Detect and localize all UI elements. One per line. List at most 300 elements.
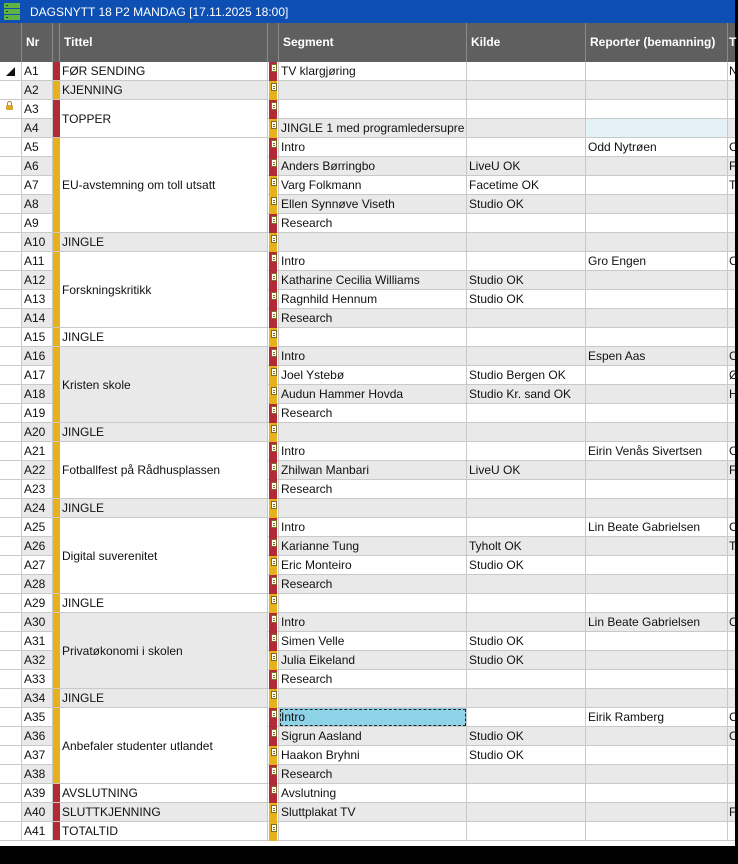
- column-header-title[interactable]: Tittel: [60, 23, 268, 62]
- row-indicator[interactable]: [0, 480, 22, 499]
- row-number[interactable]: A17: [22, 366, 53, 385]
- segment-status-marker[interactable]: [268, 176, 279, 195]
- row-indicator[interactable]: [0, 689, 22, 708]
- segment-cell[interactable]: Haakon Bryhni: [279, 746, 467, 765]
- extra-cell[interactable]: [728, 119, 735, 138]
- reporter-cell[interactable]: Eirin Venås Sivertsen: [586, 442, 728, 461]
- segment-cell[interactable]: Varg Folkmann: [279, 176, 467, 195]
- row-number[interactable]: A30: [22, 613, 53, 632]
- row-indicator[interactable]: [0, 309, 22, 328]
- segment-cell[interactable]: Research: [279, 575, 467, 594]
- segment-status-marker[interactable]: [268, 138, 279, 157]
- extra-cell[interactable]: F: [728, 157, 735, 176]
- reporter-cell[interactable]: [586, 328, 728, 347]
- source-cell[interactable]: [467, 765, 586, 784]
- reporter-cell[interactable]: [586, 119, 728, 138]
- source-cell[interactable]: [467, 100, 586, 119]
- row-indicator[interactable]: [0, 81, 22, 100]
- extra-cell[interactable]: N: [728, 62, 735, 81]
- source-cell[interactable]: [467, 404, 586, 423]
- row-indicator[interactable]: [0, 575, 22, 594]
- extra-cell[interactable]: [728, 784, 735, 803]
- row-number[interactable]: A1: [22, 62, 53, 81]
- segment-status-marker[interactable]: [268, 765, 279, 784]
- segment-status-marker[interactable]: [268, 461, 279, 480]
- reporter-cell[interactable]: [586, 575, 728, 594]
- row-number[interactable]: A26: [22, 537, 53, 556]
- extra-cell[interactable]: [728, 309, 735, 328]
- source-cell[interactable]: [467, 442, 586, 461]
- row-number[interactable]: A14: [22, 309, 53, 328]
- row-indicator[interactable]: [0, 233, 22, 252]
- story-title[interactable]: FØR SENDING: [60, 62, 268, 81]
- reporter-cell[interactable]: [586, 727, 728, 746]
- segment-status-marker[interactable]: [268, 290, 279, 309]
- segment-cell[interactable]: Intro: [279, 252, 467, 271]
- story-title[interactable]: JINGLE: [60, 689, 268, 708]
- source-cell[interactable]: Studio OK: [467, 727, 586, 746]
- reporter-cell[interactable]: [586, 271, 728, 290]
- row-indicator[interactable]: [0, 347, 22, 366]
- reporter-cell[interactable]: [586, 176, 728, 195]
- segment-status-marker[interactable]: [268, 100, 279, 119]
- extra-cell[interactable]: [728, 81, 735, 100]
- source-cell[interactable]: Studio OK: [467, 651, 586, 670]
- row-indicator[interactable]: [0, 138, 22, 157]
- row-number[interactable]: A3: [22, 100, 53, 119]
- row-number[interactable]: A31: [22, 632, 53, 651]
- segment-status-marker[interactable]: [268, 233, 279, 252]
- source-cell[interactable]: [467, 119, 586, 138]
- source-cell[interactable]: [467, 233, 586, 252]
- source-cell[interactable]: [467, 784, 586, 803]
- rundown-grid[interactable]: [0, 23, 738, 846]
- extra-cell[interactable]: H: [728, 385, 735, 404]
- reporter-cell[interactable]: [586, 689, 728, 708]
- source-cell[interactable]: Facetime OK: [467, 176, 586, 195]
- row-number[interactable]: A12: [22, 271, 53, 290]
- row-number[interactable]: A8: [22, 195, 53, 214]
- row-indicator[interactable]: [0, 594, 22, 613]
- reporter-cell[interactable]: [586, 290, 728, 309]
- row-indicator[interactable]: [0, 518, 22, 537]
- row-indicator[interactable]: [0, 632, 22, 651]
- row-indicator[interactable]: [0, 461, 22, 480]
- row-indicator[interactable]: [0, 670, 22, 689]
- reporter-cell[interactable]: [586, 81, 728, 100]
- segment-cell[interactable]: [279, 423, 467, 442]
- segment-status-marker[interactable]: [268, 366, 279, 385]
- source-cell[interactable]: [467, 252, 586, 271]
- segment-status-marker[interactable]: [268, 651, 279, 670]
- row-indicator[interactable]: [0, 556, 22, 575]
- row-number[interactable]: A16: [22, 347, 53, 366]
- extra-cell[interactable]: [728, 100, 735, 119]
- reporter-cell[interactable]: [586, 309, 728, 328]
- row-number[interactable]: A23: [22, 480, 53, 499]
- source-cell[interactable]: [467, 670, 586, 689]
- row-number[interactable]: A15: [22, 328, 53, 347]
- segment-status-marker[interactable]: [268, 708, 279, 727]
- reporter-cell[interactable]: [586, 195, 728, 214]
- extra-cell[interactable]: [728, 271, 735, 290]
- segment-cell[interactable]: Anders Børringbo: [279, 157, 467, 176]
- row-number[interactable]: A40: [22, 803, 53, 822]
- row-number[interactable]: A7: [22, 176, 53, 195]
- extra-cell[interactable]: [728, 822, 735, 841]
- extra-cell[interactable]: F: [728, 803, 735, 822]
- segment-status-marker[interactable]: [268, 423, 279, 442]
- row-number[interactable]: A18: [22, 385, 53, 404]
- segment-status-marker[interactable]: [268, 214, 279, 233]
- source-cell[interactable]: [467, 480, 586, 499]
- segment-cell[interactable]: Intro: [279, 518, 467, 537]
- row-indicator[interactable]: [0, 328, 22, 347]
- source-cell[interactable]: Studio OK: [467, 632, 586, 651]
- segment-status-marker[interactable]: [268, 271, 279, 290]
- source-cell[interactable]: [467, 81, 586, 100]
- story-title[interactable]: TOPPER: [60, 100, 268, 138]
- segment-cell[interactable]: Ragnhild Hennum: [279, 290, 467, 309]
- row-indicator[interactable]: [0, 727, 22, 746]
- segment-cell[interactable]: Ellen Synnøve Viseth: [279, 195, 467, 214]
- row-number[interactable]: A22: [22, 461, 53, 480]
- reporter-cell[interactable]: Espen Aas: [586, 347, 728, 366]
- segment-status-marker[interactable]: [268, 328, 279, 347]
- reporter-cell[interactable]: [586, 233, 728, 252]
- extra-cell[interactable]: [728, 651, 735, 670]
- segment-status-marker[interactable]: [268, 746, 279, 765]
- source-cell[interactable]: [467, 594, 586, 613]
- segment-status-marker[interactable]: [268, 157, 279, 176]
- extra-cell[interactable]: C: [728, 252, 735, 271]
- extra-cell[interactable]: C: [728, 708, 735, 727]
- segment-status-marker[interactable]: [268, 195, 279, 214]
- reporter-cell[interactable]: [586, 803, 728, 822]
- reporter-cell[interactable]: [586, 423, 728, 442]
- segment-cell[interactable]: Research: [279, 480, 467, 499]
- segment-cell[interactable]: Sluttplakat TV: [279, 803, 467, 822]
- segment-cell[interactable]: Research: [279, 765, 467, 784]
- extra-cell[interactable]: T: [728, 176, 735, 195]
- reporter-cell[interactable]: [586, 214, 728, 233]
- extra-cell[interactable]: [728, 233, 735, 252]
- extra-cell[interactable]: [728, 765, 735, 784]
- segment-status-marker[interactable]: [268, 632, 279, 651]
- row-number[interactable]: A10: [22, 233, 53, 252]
- column-header-reporter[interactable]: Reporter (bemanning): [586, 23, 728, 62]
- extra-cell[interactable]: [728, 214, 735, 233]
- story-title[interactable]: Fotballfest på Rådhusplassen: [60, 442, 268, 499]
- extra-cell[interactable]: [728, 594, 735, 613]
- row-number[interactable]: A28: [22, 575, 53, 594]
- reporter-cell[interactable]: [586, 157, 728, 176]
- reporter-cell[interactable]: [586, 746, 728, 765]
- story-title[interactable]: Privatøkonomi i skolen: [60, 613, 268, 689]
- source-cell[interactable]: Studio Bergen OK: [467, 366, 586, 385]
- row-number[interactable]: A20: [22, 423, 53, 442]
- row-indicator[interactable]: [0, 366, 22, 385]
- extra-cell[interactable]: [728, 195, 735, 214]
- segment-cell[interactable]: Joel Ystebø: [279, 366, 467, 385]
- story-title[interactable]: Anbefaler studenter utlandet: [60, 708, 268, 784]
- segment-status-marker[interactable]: [268, 613, 279, 632]
- segment-status-marker[interactable]: [268, 594, 279, 613]
- segment-status-marker[interactable]: [268, 309, 279, 328]
- story-title[interactable]: Digital suverenitet: [60, 518, 268, 594]
- reporter-cell[interactable]: [586, 100, 728, 119]
- segment-cell[interactable]: JINGLE 1 med programledersupre: [279, 119, 467, 138]
- reporter-cell[interactable]: [586, 556, 728, 575]
- segment-cell[interactable]: Intro: [279, 442, 467, 461]
- reporter-cell[interactable]: [586, 651, 728, 670]
- row-number[interactable]: A25: [22, 518, 53, 537]
- source-cell[interactable]: LiveU OK: [467, 157, 586, 176]
- extra-cell[interactable]: [728, 404, 735, 423]
- segment-cell[interactable]: TV klargjøring: [279, 62, 467, 81]
- row-indicator[interactable]: [0, 100, 22, 119]
- segment-cell[interactable]: Intro: [279, 347, 467, 366]
- row-number[interactable]: A5: [22, 138, 53, 157]
- source-cell[interactable]: Studio OK: [467, 271, 586, 290]
- segment-status-marker[interactable]: [268, 518, 279, 537]
- row-number[interactable]: A38: [22, 765, 53, 784]
- source-cell[interactable]: [467, 499, 586, 518]
- row-indicator[interactable]: [0, 385, 22, 404]
- source-cell[interactable]: Tyholt OK: [467, 537, 586, 556]
- reporter-cell[interactable]: Odd Nytrøen: [586, 138, 728, 157]
- row-number[interactable]: A34: [22, 689, 53, 708]
- source-cell[interactable]: [467, 575, 586, 594]
- segment-status-marker[interactable]: [268, 575, 279, 594]
- row-number[interactable]: A33: [22, 670, 53, 689]
- segment-cell[interactable]: [279, 689, 467, 708]
- row-indicator[interactable]: [0, 537, 22, 556]
- extra-cell[interactable]: C: [728, 442, 735, 461]
- story-title[interactable]: JINGLE: [60, 423, 268, 442]
- row-indicator[interactable]: [0, 746, 22, 765]
- source-cell[interactable]: Studio OK: [467, 746, 586, 765]
- extra-cell[interactable]: Ø: [728, 366, 735, 385]
- segment-cell[interactable]: Research: [279, 309, 467, 328]
- reporter-cell[interactable]: [586, 499, 728, 518]
- row-number[interactable]: A6: [22, 157, 53, 176]
- segment-cell[interactable]: [279, 499, 467, 518]
- row-indicator[interactable]: [0, 499, 22, 518]
- segment-status-marker[interactable]: [268, 81, 279, 100]
- row-number[interactable]: A9: [22, 214, 53, 233]
- story-title[interactable]: Forskningskritikk: [60, 252, 268, 328]
- segment-status-marker[interactable]: [268, 347, 279, 366]
- segment-status-marker[interactable]: [268, 480, 279, 499]
- extra-cell[interactable]: [728, 556, 735, 575]
- reporter-cell[interactable]: [586, 480, 728, 499]
- row-indicator[interactable]: [0, 252, 22, 271]
- column-header-nr[interactable]: Nr: [22, 23, 53, 62]
- row-number[interactable]: A36: [22, 727, 53, 746]
- story-title[interactable]: JINGLE: [60, 499, 268, 518]
- story-title[interactable]: KJENNING: [60, 81, 268, 100]
- segment-cell[interactable]: [279, 822, 467, 841]
- segment-cell[interactable]: [279, 328, 467, 347]
- reporter-cell[interactable]: [586, 765, 728, 784]
- row-indicator[interactable]: [0, 651, 22, 670]
- source-cell[interactable]: LiveU OK: [467, 461, 586, 480]
- reporter-cell[interactable]: [586, 784, 728, 803]
- extra-cell[interactable]: [728, 670, 735, 689]
- row-number[interactable]: A39: [22, 784, 53, 803]
- extra-cell[interactable]: [728, 480, 735, 499]
- source-cell[interactable]: [467, 803, 586, 822]
- extra-cell[interactable]: [728, 575, 735, 594]
- row-indicator[interactable]: [0, 62, 22, 81]
- source-cell[interactable]: [467, 62, 586, 81]
- reporter-cell[interactable]: Eirik Ramberg: [586, 708, 728, 727]
- extra-cell[interactable]: T: [728, 537, 735, 556]
- reporter-cell[interactable]: [586, 404, 728, 423]
- row-indicator[interactable]: [0, 290, 22, 309]
- segment-cell[interactable]: Karianne Tung: [279, 537, 467, 556]
- source-cell[interactable]: [467, 613, 586, 632]
- segment-cell[interactable]: Avslutning: [279, 784, 467, 803]
- segment-cell[interactable]: Research: [279, 214, 467, 233]
- segment-cell[interactable]: Audun Hammer Hovda: [279, 385, 467, 404]
- segment-status-marker[interactable]: [268, 556, 279, 575]
- row-indicator[interactable]: [0, 822, 22, 841]
- segment-status-marker[interactable]: [268, 499, 279, 518]
- reporter-cell[interactable]: [586, 62, 728, 81]
- segment-status-marker[interactable]: [268, 442, 279, 461]
- source-cell[interactable]: [467, 708, 586, 727]
- segment-cell[interactable]: Intro: [279, 138, 467, 157]
- segment-status-marker[interactable]: [268, 385, 279, 404]
- extra-cell[interactable]: F: [728, 461, 735, 480]
- row-indicator[interactable]: [0, 423, 22, 442]
- extra-cell[interactable]: [728, 499, 735, 518]
- reporter-cell[interactable]: [586, 670, 728, 689]
- row-number[interactable]: A32: [22, 651, 53, 670]
- reporter-cell[interactable]: [586, 594, 728, 613]
- segment-status-marker[interactable]: [268, 537, 279, 556]
- segment-status-marker[interactable]: [268, 784, 279, 803]
- source-cell[interactable]: Studio OK: [467, 556, 586, 575]
- source-cell[interactable]: [467, 822, 586, 841]
- segment-cell[interactable]: [279, 100, 467, 119]
- segment-status-marker[interactable]: [268, 803, 279, 822]
- story-title[interactable]: AVSLUTNING: [60, 784, 268, 803]
- row-number[interactable]: A27: [22, 556, 53, 575]
- row-indicator[interactable]: [0, 765, 22, 784]
- row-indicator[interactable]: [0, 176, 22, 195]
- source-cell[interactable]: Studio OK: [467, 290, 586, 309]
- row-indicator[interactable]: [0, 119, 22, 138]
- story-title[interactable]: Kristen skole: [60, 347, 268, 423]
- extra-cell[interactable]: [728, 632, 735, 651]
- row-indicator[interactable]: [0, 442, 22, 461]
- row-number[interactable]: A4: [22, 119, 53, 138]
- row-number[interactable]: A2: [22, 81, 53, 100]
- source-cell[interactable]: [467, 423, 586, 442]
- extra-cell[interactable]: C: [728, 613, 735, 632]
- reporter-cell[interactable]: Lin Beate Gabrielsen: [586, 613, 728, 632]
- story-title[interactable]: EU-avstemning om toll utsatt: [60, 138, 268, 233]
- row-indicator[interactable]: [0, 784, 22, 803]
- reporter-cell[interactable]: [586, 632, 728, 651]
- source-cell[interactable]: [467, 328, 586, 347]
- row-number[interactable]: A11: [22, 252, 53, 271]
- row-indicator[interactable]: [0, 803, 22, 822]
- source-cell[interactable]: [467, 214, 586, 233]
- row-indicator[interactable]: [0, 195, 22, 214]
- segment-cell[interactable]: Research: [279, 404, 467, 423]
- source-cell[interactable]: [467, 518, 586, 537]
- source-cell[interactable]: [467, 689, 586, 708]
- row-indicator[interactable]: [0, 404, 22, 423]
- story-title[interactable]: SLUTTKJENNING: [60, 803, 268, 822]
- row-number[interactable]: A21: [22, 442, 53, 461]
- segment-status-marker[interactable]: [268, 822, 279, 841]
- segment-cell[interactable]: Katharine Cecilia Williams: [279, 271, 467, 290]
- segment-cell[interactable]: Research: [279, 670, 467, 689]
- extra-cell[interactable]: [728, 423, 735, 442]
- segment-status-marker[interactable]: [268, 727, 279, 746]
- reporter-cell[interactable]: Gro Engen: [586, 252, 728, 271]
- column-header-extra[interactable]: T: [729, 35, 737, 49]
- extra-cell[interactable]: C: [728, 347, 735, 366]
- extra-cell[interactable]: [728, 290, 735, 309]
- row-number[interactable]: A24: [22, 499, 53, 518]
- reporter-cell[interactable]: [586, 822, 728, 841]
- segment-cell[interactable]: Zhilwan Manbari: [279, 461, 467, 480]
- row-indicator[interactable]: [0, 613, 22, 632]
- segment-status-marker[interactable]: [268, 689, 279, 708]
- source-cell[interactable]: Studio Kr. sand OK: [467, 385, 586, 404]
- segment-cell[interactable]: Julia Eikeland: [279, 651, 467, 670]
- segment-cell[interactable]: Simen Velle: [279, 632, 467, 651]
- story-title[interactable]: TOTALTID: [60, 822, 268, 841]
- segment-status-marker[interactable]: [268, 404, 279, 423]
- extra-cell[interactable]: [728, 746, 735, 765]
- row-number[interactable]: A41: [22, 822, 53, 841]
- story-title[interactable]: JINGLE: [60, 233, 268, 252]
- row-number[interactable]: A29: [22, 594, 53, 613]
- column-header-segment[interactable]: Segment: [279, 23, 467, 62]
- reporter-cell[interactable]: [586, 366, 728, 385]
- extra-cell[interactable]: C: [728, 727, 735, 746]
- segment-cell[interactable]: Eric Monteiro: [279, 556, 467, 575]
- row-number[interactable]: A35: [22, 708, 53, 727]
- extra-cell[interactable]: [728, 689, 735, 708]
- segment-status-marker[interactable]: [268, 252, 279, 271]
- source-cell[interactable]: Studio OK: [467, 195, 586, 214]
- source-cell[interactable]: [467, 309, 586, 328]
- reporter-cell[interactable]: [586, 385, 728, 404]
- story-title[interactable]: JINGLE: [60, 594, 268, 613]
- row-indicator[interactable]: [0, 157, 22, 176]
- segment-cell[interactable]: Intro: [279, 613, 467, 632]
- story-title[interactable]: JINGLE: [60, 328, 268, 347]
- extra-cell[interactable]: C: [728, 138, 735, 157]
- segment-status-marker[interactable]: [268, 62, 279, 81]
- row-number[interactable]: A37: [22, 746, 53, 765]
- extra-cell[interactable]: C: [728, 518, 735, 537]
- source-cell[interactable]: [467, 347, 586, 366]
- column-header-source[interactable]: Kilde: [467, 23, 586, 62]
- segment-cell[interactable]: Intro: [279, 708, 467, 727]
- extra-cell[interactable]: [728, 328, 735, 347]
- row-indicator[interactable]: [0, 214, 22, 233]
- segment-cell[interactable]: [279, 233, 467, 252]
